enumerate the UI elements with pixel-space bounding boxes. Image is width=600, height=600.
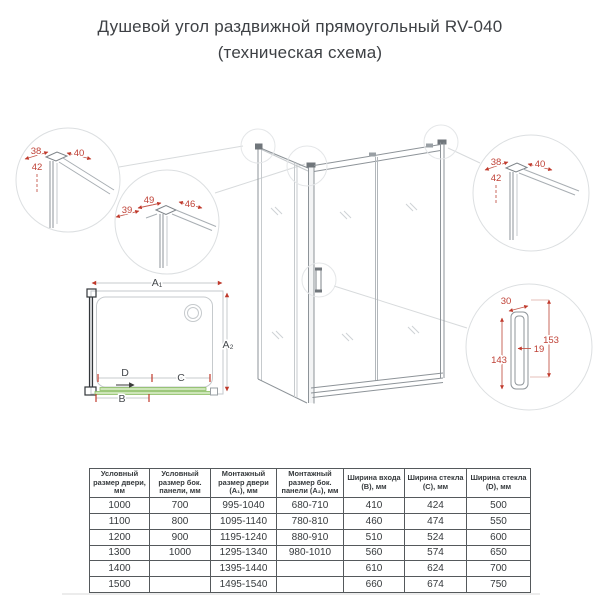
dim-42-top-right: 42 bbox=[490, 173, 502, 184]
glass-reflection-marks bbox=[271, 203, 419, 341]
dim-46-mid-left: 46 bbox=[184, 199, 196, 210]
table-cell: 1295-1340 bbox=[211, 545, 277, 561]
table-cell: 410 bbox=[344, 498, 405, 514]
table-cell: 1095-1140 bbox=[211, 514, 277, 530]
table-cell: 1000 bbox=[150, 545, 211, 561]
table-row bbox=[90, 577, 531, 593]
table-cell: 900 bbox=[150, 529, 211, 545]
table-cell: 1200 bbox=[90, 529, 150, 545]
table-cell bbox=[277, 577, 344, 593]
col-header-door-size: Условный размер двери, мм bbox=[90, 469, 150, 498]
table-cell: 600 bbox=[467, 529, 531, 545]
plan-view bbox=[85, 277, 234, 405]
table-cell: 680-710 bbox=[277, 498, 344, 514]
table-cell: 1400 bbox=[90, 561, 150, 577]
dim-30-handle: 30 bbox=[500, 296, 512, 307]
dim-d-label: D bbox=[121, 367, 129, 379]
table-cell: 1395-1440 bbox=[211, 561, 277, 577]
table-cell: 474 bbox=[405, 514, 467, 530]
table-cell: 574 bbox=[405, 545, 467, 561]
table-cell: 800 bbox=[150, 514, 211, 530]
col-header-side-size: Условный размер бок. панели, мм bbox=[150, 469, 211, 498]
dim-40-top-right: 40 bbox=[534, 159, 546, 170]
col-header-side-mount: Монтажный размер бок. панели (A₂), мм bbox=[277, 469, 344, 498]
spec-table bbox=[89, 468, 531, 593]
table-cell bbox=[150, 577, 211, 593]
table-cell: 550 bbox=[467, 514, 531, 530]
table-row bbox=[90, 514, 531, 530]
table-cell: 700 bbox=[150, 498, 211, 514]
table-header-row bbox=[90, 469, 531, 498]
door-handle bbox=[315, 268, 322, 293]
table-cell: 560 bbox=[344, 545, 405, 561]
detail-circle-top-right bbox=[473, 135, 589, 251]
table-cell: 1100 bbox=[90, 514, 150, 530]
table-cell: 500 bbox=[467, 498, 531, 514]
table-cell: 700 bbox=[467, 561, 531, 577]
page-title-line1: Душевой угол раздвижной прямоугольный RV-040 bbox=[97, 17, 503, 36]
table-cell: 1195-1240 bbox=[211, 529, 277, 545]
col-header-door-mount: Монтажный размер двери (A₁), мм bbox=[211, 469, 277, 498]
table-cell: 1300 bbox=[90, 545, 150, 561]
table-cell: 650 bbox=[467, 545, 531, 561]
dim-a2-label: A₂ bbox=[222, 339, 234, 351]
detail-circle-top-left bbox=[16, 128, 120, 232]
table-cell: 1000 bbox=[90, 498, 150, 514]
table-cell: 1495-1540 bbox=[211, 577, 277, 593]
table-cell bbox=[150, 561, 211, 577]
table-cell: 880-910 bbox=[277, 529, 344, 545]
table-body bbox=[90, 498, 531, 593]
table-cell: 995-1040 bbox=[211, 498, 277, 514]
dim-143-handle: 143 bbox=[491, 355, 507, 366]
roller-bracket bbox=[426, 144, 433, 148]
dim-42-top-left: 42 bbox=[31, 162, 43, 173]
col-header-glass-d: Ширина стекла (D), мм bbox=[467, 469, 531, 498]
table-cell: 1500 bbox=[90, 577, 150, 593]
corner-cap bbox=[255, 144, 263, 150]
dim-19-handle: 19 bbox=[533, 344, 545, 355]
table-cell: 674 bbox=[405, 577, 467, 593]
table-row bbox=[90, 498, 531, 514]
dim-38-top-left: 38 bbox=[30, 146, 42, 157]
dim-38-top-right: 38 bbox=[490, 157, 502, 168]
dim-40-top-left: 40 bbox=[73, 148, 85, 159]
table-row bbox=[90, 529, 531, 545]
table-cell bbox=[277, 561, 344, 577]
col-header-glass-c: Ширина стекла (C), мм bbox=[405, 469, 467, 498]
table-cell: 660 bbox=[344, 577, 405, 593]
table-cell: 610 bbox=[344, 561, 405, 577]
dim-a1-label: A₁ bbox=[151, 277, 163, 289]
bottom-divider bbox=[62, 593, 540, 595]
shower-tray bbox=[97, 297, 213, 387]
table-cell: 624 bbox=[405, 561, 467, 577]
table-cell: 524 bbox=[405, 529, 467, 545]
technical-diagram bbox=[0, 90, 600, 470]
dim-39-mid-left: 39 bbox=[121, 205, 133, 216]
col-header-entry-width: Ширина входа (B), мм bbox=[344, 469, 405, 498]
dim-b-label: B bbox=[118, 393, 126, 405]
table-cell: 510 bbox=[344, 529, 405, 545]
table-cell: 460 bbox=[344, 514, 405, 530]
table-row bbox=[90, 561, 531, 577]
corner-cap bbox=[438, 140, 447, 145]
page-title-line2: (техническая схема) bbox=[217, 42, 383, 62]
detail-circle-mid-left bbox=[115, 170, 219, 274]
isometric-view bbox=[241, 125, 458, 404]
dim-153-handle: 153 bbox=[543, 335, 559, 346]
table-cell: 750 bbox=[467, 577, 531, 593]
table-cell: 780-810 bbox=[277, 514, 344, 530]
table-cell: 980-1010 bbox=[277, 545, 344, 561]
detail-circle-handle bbox=[466, 284, 592, 410]
page-title bbox=[0, 14, 600, 65]
table-cell: 424 bbox=[405, 498, 467, 514]
dim-c-label: C bbox=[177, 372, 185, 384]
dim-49-mid-left: 49 bbox=[143, 195, 155, 206]
table-row bbox=[90, 545, 531, 561]
glass-panels bbox=[95, 388, 218, 396]
roller-bracket bbox=[369, 153, 376, 157]
